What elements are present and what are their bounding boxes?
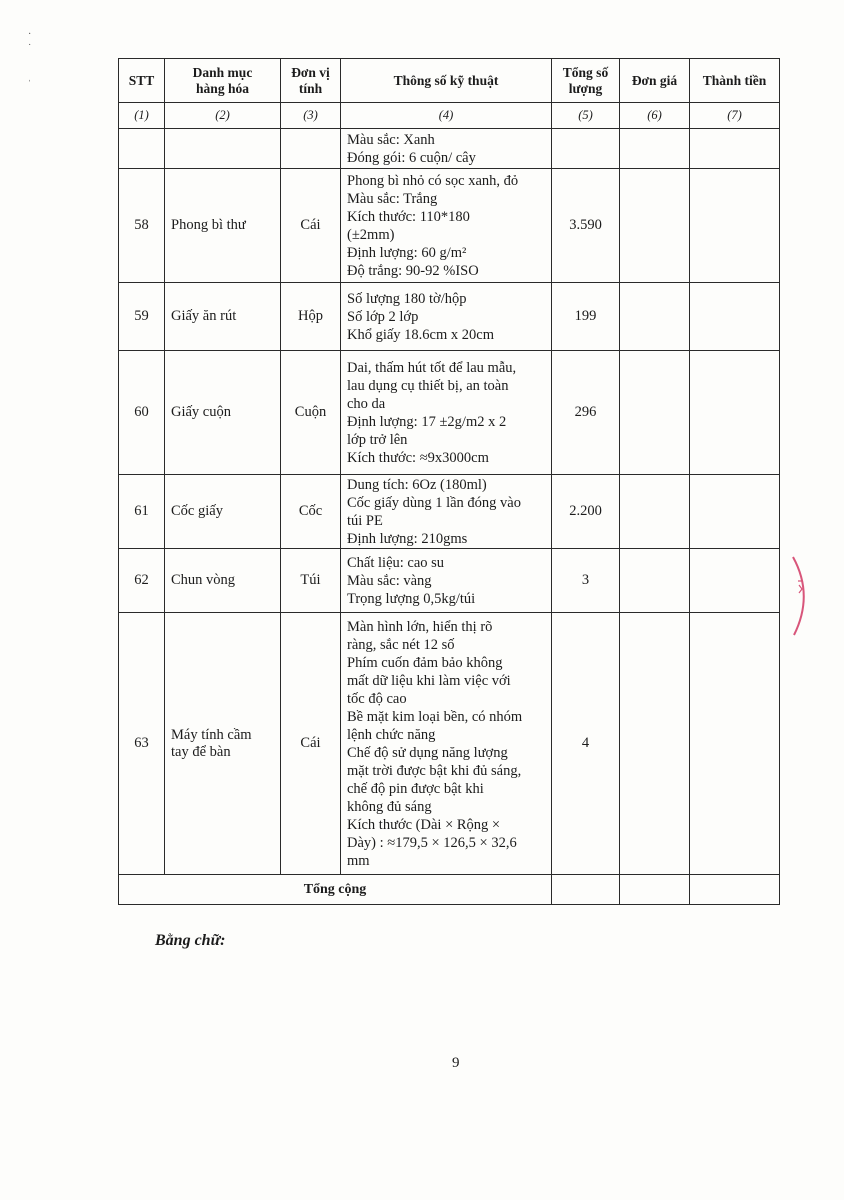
item-name-line: Phong bì thư [171,217,246,233]
item-unit-price [620,613,690,875]
total-label: Tổng cộng [119,875,552,905]
item-quantity [552,129,620,169]
column-number: (5) [552,103,620,129]
header-category: Danh mục hàng hóa [165,59,281,103]
item-amount [690,613,780,875]
spec-line: Phong bì nhỏ có sọc xanh, đỏ [347,172,519,189]
item-name-line: Giấy cuộn [171,404,231,420]
item-name [165,169,281,283]
spec-line: tốc độ cao [347,690,407,707]
spec-line: Chất liệu: cao su [347,554,445,571]
spec-line: Khổ giấy 18.6cm x 20cm [347,326,494,343]
spec-line: Kích thước: ≈9x3000cm [347,449,489,466]
spec-line: ràng, sắc nét 12 số [347,636,455,653]
spec-line: lệnh chức năng [347,726,436,743]
spec-line: Định lượng: 210gms [347,530,468,547]
item-name [165,475,281,549]
item-name [165,351,281,475]
item-spec [341,129,552,169]
item-name-line: Máy tính cầm [171,726,252,743]
item-name-line: Chun vòng [171,572,236,588]
item-spec [341,613,552,875]
header-unit-price: Đơn giá [620,59,690,103]
row-index: 59 [119,283,165,351]
column-number: (3) [281,103,341,129]
spec-line: mất dữ liệu khi làm việc với [347,672,511,689]
item-unit: Cốc [281,475,341,549]
item-name-line: Cốc giấy [171,503,223,519]
item-unit-price [620,169,690,283]
spec-line: lau dụng cụ thiết bị, an toàn [347,377,509,394]
header-quantity: Tổng số lượng [552,59,620,103]
spec-line: Màu sắc: vàng [347,572,432,589]
spec-line: lớp trở lên [347,431,408,448]
column-number: (4) [341,103,552,129]
item-spec [341,283,552,351]
table-row [119,129,780,169]
item-name [165,129,281,169]
row-index: 58 [119,169,165,283]
row-index: 62 [119,549,165,613]
item-amount [690,169,780,283]
item-unit-price [620,129,690,169]
header-spec: Thông số kỹ thuật [341,59,552,103]
row-index [119,129,165,169]
header-unit: Đơn vị tính [281,59,341,103]
item-unit-price [620,283,690,351]
item-unit-price [620,549,690,613]
table-body [119,129,780,875]
spec-line: Màn hình lớn, hiển thị rõ [347,618,493,635]
spec-line: Cốc giấy dùng 1 lần đóng vào [347,494,521,511]
spec-line: Đóng gói: 6 cuộn/ cây [347,149,476,166]
header-amount: Thành tiền [690,59,780,103]
spec-line: Định lượng: 60 g/m² [347,244,467,261]
item-name [165,613,281,875]
item-name [165,549,281,613]
spec-line: Bề mặt kim loại bền, có nhóm [347,708,523,725]
spec-line: (±2mm) [347,226,395,243]
spec-line: không đủ sáng [347,798,432,815]
spec-line: túi PE [347,512,383,529]
spec-line: cho da [347,395,386,412]
item-quantity: 3 [552,549,620,613]
spec-line: Phím cuốn đảm bảo không [347,654,503,671]
item-unit [281,129,341,169]
spec-line: Kích thước (Dài × Rộng × [347,816,501,833]
item-unit-price [620,475,690,549]
spec-line: Kích thước: 110*180 [347,208,470,225]
table-row [119,613,780,875]
item-unit-price [620,351,690,475]
item-quantity: 4 [552,613,620,875]
item-quantity: 3.590 [552,169,620,283]
column-number-row [119,103,780,129]
spec-line: Dày) : ≈179,5 × 126,5 × 32,6 [347,834,517,851]
item-spec [341,475,552,549]
item-amount [690,549,780,613]
column-number: (7) [690,103,780,129]
goods-spec-table [118,58,780,905]
item-unit: Cái [281,613,341,875]
column-number: (6) [620,103,690,129]
header-stt: STT [119,59,165,103]
item-spec [341,169,552,283]
item-quantity: 2.200 [552,475,620,549]
item-spec [341,549,552,613]
item-name [165,283,281,351]
spec-line: Dung tích: 6Oz (180ml) [347,476,487,493]
spec-line: Độ trắng: 90-92 %ISO [347,262,479,279]
column-number: (1) [119,103,165,129]
row-index: 63 [119,613,165,875]
column-number: (2) [165,103,281,129]
total-amount-cell [690,875,780,905]
item-amount [690,129,780,169]
amount-in-words-label: Bằng chữ: [155,932,226,949]
scan-specks: · ˙ ˌ [28,29,32,82]
page-number: 9 [452,1055,460,1071]
spec-line: Số lớp 2 lớp [347,308,419,325]
spec-line: mm [347,852,370,869]
table-row [119,169,780,283]
row-index: 61 [119,475,165,549]
row-index: 60 [119,351,165,475]
item-unit: Cuộn [281,351,341,475]
item-spec [341,351,552,475]
table-row [119,351,780,475]
total-price-cell [620,875,690,905]
item-amount [690,351,780,475]
table-header-row [119,59,780,103]
item-amount [690,475,780,549]
spec-line: mặt trời được bật khi đủ sáng, [347,762,522,779]
table-row [119,475,780,549]
table-row [119,283,780,351]
spec-line: Màu sắc: Trắng [347,190,438,207]
spec-line: Số lượng 180 tờ/hộp [347,290,467,307]
spec-line: Chế độ sử dụng năng lượng [347,744,508,761]
item-unit: Hộp [281,283,341,351]
item-unit: Túi [281,549,341,613]
spec-line: Dai, thấm hút tốt để lau mẫu, [347,359,517,376]
spec-line: Định lượng: 17 ±2g/m2 x 2 [347,413,507,430]
item-amount [690,283,780,351]
spec-line: Trọng lượng 0,5kg/túi [347,590,476,607]
item-name-line: Giấy ăn rút [171,308,237,324]
table-row [119,549,780,613]
spec-line: chế độ pin được bật khi [347,780,484,797]
item-quantity: 296 [552,351,620,475]
item-unit: Cái [281,169,341,283]
total-row [119,875,780,905]
item-name-line: tay để bàn [171,743,231,760]
spec-line: Màu sắc: Xanh [347,131,435,148]
item-quantity: 199 [552,283,620,351]
seal-stamp-icon [790,555,812,637]
total-quantity-cell [552,875,620,905]
